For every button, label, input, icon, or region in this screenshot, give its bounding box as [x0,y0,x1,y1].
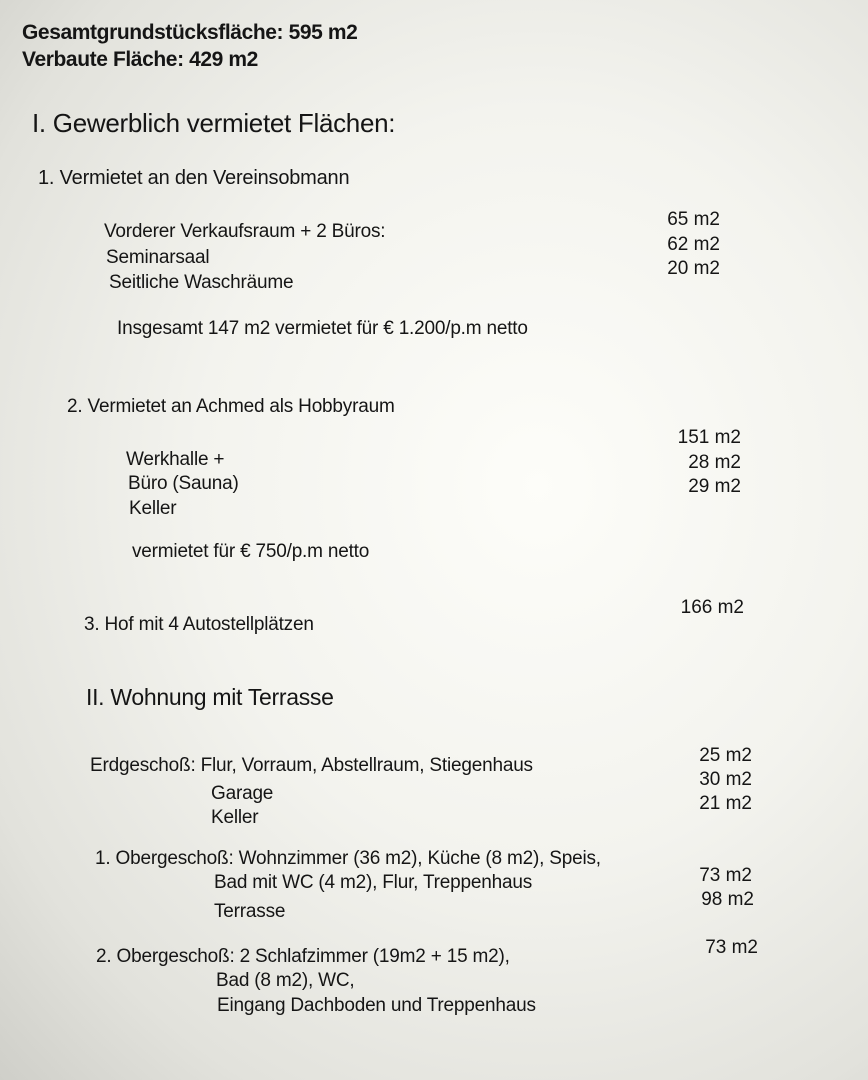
second-floor-label: 2. Obergeschoß: 2 Schlafzimmer (19m2 + 15 m2), [96,946,510,967]
item-1-area: 65 m2 [667,209,720,230]
item-1-summary: Insgesamt 147 m2 vermietet für € 1.200/p.m netto [117,318,528,339]
ground-floor-area: 25 m2 [699,745,752,766]
item-2-room: Keller [129,498,177,519]
item-1-title: 1. Vermietet an den Vereinsobmann [38,167,350,189]
ground-floor-area: 21 m2 [699,793,752,814]
item-2-title: 2. Vermietet an Achmed als Hobbyraum [67,396,395,417]
item-3-title: 3. Hof mit 4 Autostellplätzen [84,614,314,635]
item-2-area: 29 m2 [688,476,741,497]
ground-floor-line: Garage [211,783,274,804]
item-2-room: Büro (Sauna) [128,473,239,494]
item-1-room: Seminarsaal [106,247,210,268]
first-floor-label: 1. Obergeschoß: Wohnzimmer (36 m2), Küche (8 m2), Speis, [95,848,601,869]
item-3-area: 166 m2 [680,597,744,618]
first-floor-area: 73 m2 [699,865,752,886]
total-area-line: Gesamtgrundstücksfläche: 595 m2 [22,21,358,44]
section-2-title: II. Wohnung mit Terrasse [86,684,334,710]
second-floor-area: 73 m2 [705,937,758,958]
item-2-area: 151 m2 [677,427,741,448]
item-2-room: Werkhalle + [126,449,225,470]
item-2-area: 28 m2 [688,452,741,473]
first-floor-line: Terrasse [214,901,286,922]
first-floor-area: 98 m2 [701,889,754,910]
ground-floor-area: 30 m2 [699,769,752,790]
item-1-area: 62 m2 [667,234,720,255]
second-floor-line: Bad (8 m2), WC, [216,970,355,991]
item-1-room: Seitliche Waschräume [109,272,294,293]
item-2-summary: vermietet für € 750/p.m netto [132,541,370,562]
first-floor-line: Bad mit WC (4 m2), Flur, Treppenhaus [214,872,533,893]
built-area-line: Verbaute Fläche: 429 m2 [22,48,258,71]
item-1-room: Vorderer Verkaufsraum + 2 Büros: [104,221,386,242]
second-floor-line: Eingang Dachboden und Treppenhaus [217,995,536,1016]
section-1-title: I. Gewerblich vermietet Flächen: [32,108,396,138]
ground-floor-label: Erdgeschoß: Flur, Vorraum, Abstellraum, Stiegenhaus [90,755,533,776]
ground-floor-line: Keller [211,807,259,828]
item-1-area: 20 m2 [667,258,720,279]
